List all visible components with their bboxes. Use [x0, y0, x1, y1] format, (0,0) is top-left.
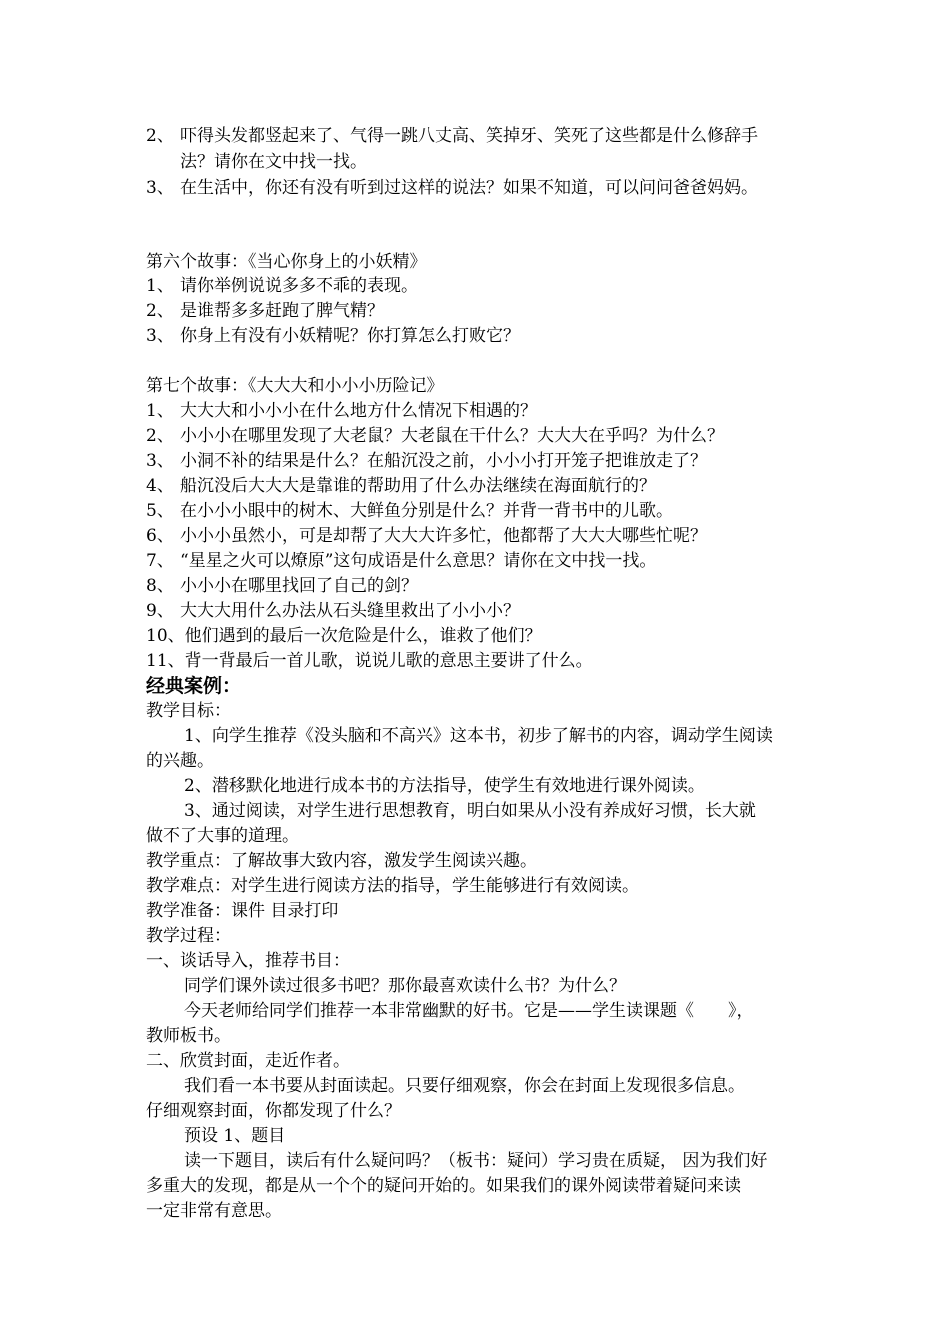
- list-item: [146, 499, 673, 523]
- item-number: 5、: [146, 501, 174, 521]
- paragraph-line: 读一下题目，读后有什么疑问吗？（板书：疑问）学习贵在质疑， 因为我们好: [184, 1151, 768, 1171]
- item-text: 你身上有没有小妖精呢？你打算怎么打败它？: [180, 326, 520, 346]
- item-text: 小小小在哪里找回了自己的剑？: [180, 576, 418, 596]
- item-text: 是谁帮多多赶跑了脾气精？: [180, 301, 384, 321]
- item-number: 9、: [146, 601, 174, 621]
- section-heading: 经典案例：: [146, 675, 242, 697]
- list-item: [146, 324, 520, 348]
- paragraph-line: 二、欣赏封面，走近作者。: [146, 1051, 350, 1071]
- paragraph-line: 多重大的发现，都是从一个个的疑问开始的。如果我们的课外阅读带着疑问来读: [146, 1176, 741, 1196]
- list-item: [146, 524, 707, 548]
- item-number: 3、: [146, 326, 174, 346]
- item-text: 船沉没后大大大是靠谁的帮助用了什么办法继续在海面航行的？: [180, 476, 656, 496]
- item-text: 小小小在哪里发现了大老鼠？大老鼠在干什么？大大大在乎吗？为什么？: [180, 426, 724, 446]
- story-title: 第六个故事：《当心你身上的小妖精》: [146, 252, 427, 272]
- list-item: [146, 474, 656, 498]
- item-text: 大大大和小小小在什么地方什么情况下相遇的？: [180, 401, 537, 421]
- list-item: [146, 424, 724, 448]
- paragraph-line: 预设 1、题目: [184, 1126, 286, 1146]
- list-item: [146, 399, 537, 423]
- paragraph-line: 一定非常有意思。: [146, 1201, 282, 1221]
- list-item-continuation: 法？请你在文中找一找。: [180, 152, 367, 172]
- item-number: 4、: [146, 476, 174, 496]
- list-item: [146, 599, 520, 623]
- item-text: 在生活中，你还有没有听到过这样的说法？如果不知道，可以问问爸爸妈妈。: [180, 178, 758, 198]
- item-text: 吓得头发都竖起来了、气得一跳八丈高、笑掉牙、笑死了这些都是什么修辞手: [180, 126, 758, 146]
- paragraph-line: 3、通过阅读，对学生进行思想教育，明白如果从小没有养成好习惯，长大就: [184, 801, 756, 821]
- paragraph-line: 教学目标：: [146, 701, 231, 721]
- item-text: 小小小虽然小，可是却帮了大大大许多忙，他都帮了大大大哪些忙呢？: [180, 526, 707, 546]
- item-text: 小洞不补的结果是什么？在船沉没之前，小小小打开笼子把谁放走了？: [180, 451, 707, 471]
- item-number: 1、: [146, 401, 174, 421]
- list-item: [146, 124, 758, 148]
- paragraph-line: 教学过程：: [146, 926, 231, 946]
- list-item: [146, 299, 384, 323]
- paragraph-line: 教学重点：了解故事大致内容，激发学生阅读兴趣。: [146, 851, 537, 871]
- paragraph-line: 一、谈话导入，推荐书目：: [146, 951, 350, 971]
- paragraph-line: 2、潜移默化地进行成本书的方法指导，使学生有效地进行课外阅读。: [184, 776, 705, 796]
- paragraph-line: 1、向学生推荐《没头脑和不高兴》这本书，初步了解书的内容，调动学生阅读: [184, 726, 773, 746]
- item-text: “星星之火可以燎原”这句成语是什么意思？请你在文中找一找。: [180, 551, 657, 571]
- paragraph-line: 今天老师给同学们推荐一本非常幽默的好书。它是——学生读课题《 》，: [184, 1001, 754, 1021]
- item-number: 7、: [146, 551, 174, 571]
- list-item: [146, 549, 656, 573]
- list-item: [146, 449, 707, 473]
- item-number: 1、: [146, 276, 174, 296]
- item-text: 大大大用什么办法从石头缝里救出了小小小？: [180, 601, 520, 621]
- paragraph-line: 的兴趣。: [146, 751, 214, 771]
- paragraph-line: 仔细观察封面，你都发现了什么？: [146, 1101, 401, 1121]
- item-number: 8、: [146, 576, 174, 596]
- story-title: 第七个故事：《大大大和小小小历险记》: [146, 376, 444, 396]
- paragraph-line: 教学准备：课件 目录打印: [146, 901, 339, 921]
- paragraph-line: 教学难点：对学生进行阅读方法的指导，学生能够进行有效阅读。: [146, 876, 639, 896]
- item-number: 3、: [146, 451, 174, 471]
- item-number: 2、: [146, 426, 174, 446]
- list-item: [146, 574, 418, 598]
- item-number: 2、: [146, 126, 174, 146]
- item-text: 在小小小眼中的树木、大鲜鱼分别是什么？并背一背书中的儿歌。: [180, 501, 673, 521]
- paragraph-line: 我们看一本书要从封面读起。只要仔细观察，你会在封面上发现很多信息。: [184, 1076, 745, 1096]
- item-text: 请你举例说说多多不乖的表现。: [180, 276, 418, 296]
- list-item: [146, 274, 418, 298]
- list-item: 10、他们遇到的最后一次危险是什么，谁救了他们？: [146, 626, 542, 646]
- paragraph-line: 做不了大事的道理。: [146, 826, 299, 846]
- item-number: 3、: [146, 178, 174, 198]
- item-number: 6、: [146, 526, 174, 546]
- item-number: 2、: [146, 301, 174, 321]
- list-item: [146, 176, 758, 200]
- list-item: 11、背一背最后一首儿歌，说说儿歌的意思主要讲了什么。: [146, 651, 593, 671]
- paragraph-line: 同学们课外读过很多书吧？那你最喜欢读什么书？为什么？: [184, 976, 626, 996]
- paragraph-line: 教师板书。: [146, 1026, 231, 1046]
